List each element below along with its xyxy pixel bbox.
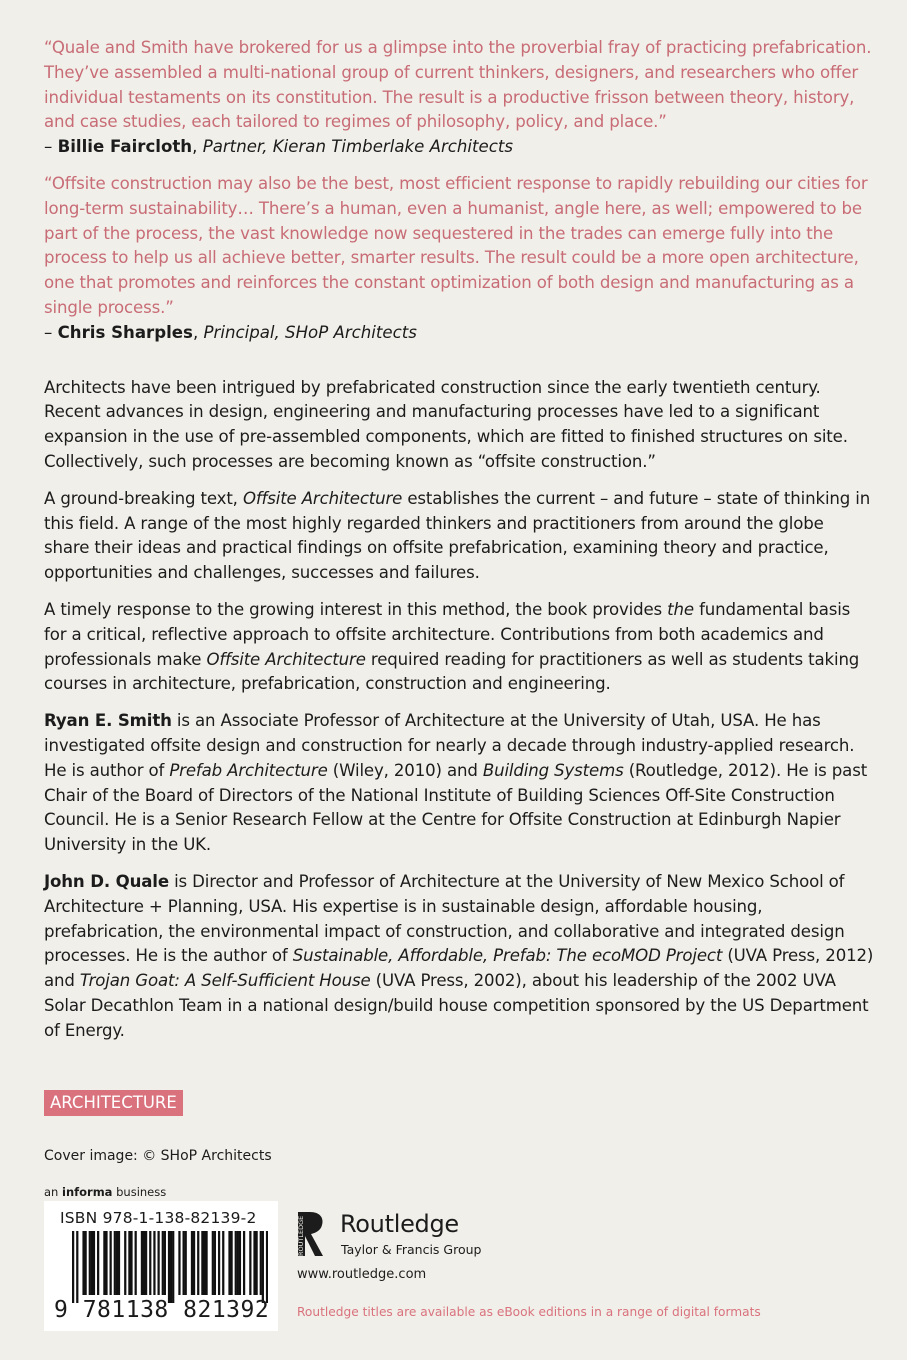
p4-book-1: Prefab Architecture <box>169 760 328 780</box>
barcode-bar <box>191 1231 193 1295</box>
barcode-bar <box>249 1231 251 1295</box>
barcode-bar <box>85 1231 87 1295</box>
barcode-bar <box>253 1231 255 1295</box>
author-bio-smith <box>44 709 874 858</box>
publisher-website-link[interactable]: www.routledge.com <box>297 1267 427 1282</box>
barcode-bar <box>162 1231 164 1295</box>
author-name-quale: John D. Quale <box>44 871 169 891</box>
p3-a: A timely response to the growing interest in this method, the book provides <box>44 599 668 619</box>
p3-e: required reading for practitioners as well as students taking courses in architecture, prefabrication, construction and engineering. <box>44 649 860 694</box>
barcode-bar <box>183 1231 185 1295</box>
barcode-bar <box>218 1231 220 1295</box>
p2-book-title: Offsite Architecture <box>242 488 403 508</box>
barcode-bar <box>237 1231 239 1295</box>
barcode-bar <box>93 1231 95 1295</box>
barcode-bar <box>114 1231 116 1295</box>
barcode-bar <box>222 1231 224 1295</box>
informa-brand: informa <box>62 1185 113 1199</box>
barcode-bar <box>170 1231 172 1303</box>
quote-1-dash: – <box>44 137 58 157</box>
barcode-block <box>44 1201 278 1331</box>
barcode-bar <box>135 1231 137 1295</box>
barcode-bar <box>105 1231 107 1295</box>
description-paragraph-1: Architects have been intrigued by prefabricated construction since the early twentieth century. Recent advances in design, engineering and manufacturing processes have led to a significant expansion in the use of pre-assembled components, which are fitted to finished structures on site. Collectively, such processes are becoming known as “offsite construction.” <box>44 377 848 471</box>
p5-a: is Director and Professor of Architecture at the University of New Mexico School of Architecture + Planning, USA. His expertise is in sustainable design, affordable housing, prefabrication, the environmental impact of construction, and collaborative and integrated design processes. He is the author of <box>44 871 845 966</box>
routledge-spine-text: ROUTLEDGE <box>297 1215 305 1256</box>
informa-prefix: an <box>44 1185 62 1199</box>
p5-c: (UVA Press, 2012) and <box>44 946 874 991</box>
barcode-bar <box>164 1231 166 1295</box>
publisher-group: Taylor & Francis Group <box>341 1242 482 1257</box>
barcode-bar <box>118 1231 120 1295</box>
isbn-number: ISBN 978-1-138-82139-2 <box>60 1209 257 1227</box>
barcode-bar <box>212 1231 214 1295</box>
p2-a: A ground-breaking text, <box>44 488 243 508</box>
barcode-bar <box>91 1231 93 1295</box>
barcode-bar <box>141 1231 143 1295</box>
barcode-bar <box>260 1231 262 1295</box>
p4-c: (Wiley, 2010) and <box>327 760 483 780</box>
barcode-bar <box>239 1231 241 1295</box>
barcode-bar <box>145 1231 147 1295</box>
category-tag: ARCHITECTURE <box>44 1090 183 1116</box>
author-name-smith: Ryan E. Smith <box>44 711 172 731</box>
barcode-bar <box>243 1231 245 1295</box>
quote-1-text: “Quale and Smith have brokered for us a glimpse into the proverbial fray of practicing prefabrication. They’ve assembled a multi-national group of current thinkers, designers, and researchers who offer individual testaments on its constitution. The result is a productive frisson between theory, history, and case studies, each tailored to regimes of philosophy, policy, and place.” <box>44 38 872 132</box>
ebook-note: Routledge titles are available as eBook editions in a range of digital formats <box>297 1305 761 1319</box>
barcode-bar <box>262 1231 264 1303</box>
barcode-bar <box>205 1231 207 1295</box>
barcode-bar <box>97 1231 99 1295</box>
p4-e: (Routledge, 2012). He is past Chair of the Board of Directors of the National Institute of Building Sciences Off-Site Construction Council. He is a Senior Research Fellow at the Centre for Offsite Construction at Edinburgh Napier University in the UK. <box>44 760 868 855</box>
barcode-bar <box>203 1231 205 1295</box>
barcode-bar <box>185 1231 187 1295</box>
barcode-bar <box>110 1231 112 1295</box>
barcode-bar <box>255 1231 257 1295</box>
barcode-bar <box>76 1231 78 1303</box>
barcode-bar <box>157 1231 159 1295</box>
barcode-bar <box>214 1231 216 1295</box>
barcode-bar <box>168 1231 170 1303</box>
barcode-bar <box>201 1231 203 1295</box>
description-paragraph-3 <box>44 598 874 697</box>
barcode-bar <box>103 1231 105 1295</box>
p5-book-2: Trojan Goat: A Self-Sufficient House <box>79 971 371 991</box>
barcode-bar <box>235 1231 237 1295</box>
barcode-bar <box>172 1231 174 1303</box>
cover-credit: Cover image: © SHoP Architects <box>44 1148 272 1164</box>
barcode-bar <box>116 1231 118 1295</box>
quote-1-role: Partner, Kieran Timberlake Architects <box>202 137 514 157</box>
barcode-digits: 9 781138 821392 <box>54 1297 270 1323</box>
barcode-bar <box>128 1231 130 1295</box>
routledge-logo-icon <box>296 1210 332 1260</box>
barcode-bar <box>149 1231 151 1295</box>
quote-2-role: Principal, SHoP Architects <box>203 322 417 342</box>
informa-business <box>44 1185 166 1199</box>
quote-1-sep: , <box>192 137 203 157</box>
quote-2-attribution <box>44 321 874 346</box>
description-paragraph-2 <box>44 487 874 586</box>
publisher-name: Routledge <box>340 1210 459 1238</box>
barcode-bar <box>82 1231 84 1295</box>
p3-c: fundamental basis for a critical, reflective approach to offsite architecture. Contributions from both academics and professionals make <box>44 599 851 669</box>
barcode-bar <box>230 1231 232 1295</box>
quote-2-dash: – <box>44 322 58 342</box>
informa-suffix: business <box>112 1185 167 1199</box>
quote-1-author: Billie Faircloth <box>57 137 193 157</box>
barcode-bar <box>72 1231 74 1303</box>
quote-2-sep: , <box>192 322 204 342</box>
barcode-bar <box>266 1231 268 1303</box>
barcode-bar <box>130 1231 132 1295</box>
p3-emphasis: the <box>667 599 694 619</box>
quote-2-author: Chris Sharples <box>57 322 193 342</box>
p5-e: (UVA Press, 2002), about his leadership of the 2002 UVA Solar Decathlon Team in a national design/build house competition sponsored by the US Department of Energy. <box>44 971 869 1040</box>
author-bio-quale <box>44 870 874 1044</box>
barcode-bar <box>228 1231 230 1295</box>
p2-c: establishes the current – and future – state of thinking in this field. A range of the most highly regarded thinkers and practitioners from around the globe share their ideas and practical findings on offsite prefabrication, examining theory and practice, opportunities and challenges, successes and failures. <box>44 488 871 583</box>
barcode-bar <box>143 1231 145 1295</box>
barcode-bar <box>197 1231 199 1295</box>
back-cover-text <box>44 36 874 1055</box>
barcode-bar <box>178 1231 180 1295</box>
barcode-bar <box>124 1231 126 1295</box>
p3-book-title: Offsite Architecture <box>206 649 366 669</box>
p5-book-1: Sustainable, Affordable, Prefab: The ecoMOD Project <box>292 946 723 966</box>
p4-a: is an Associate Professor of Architecture at the University of Utah, USA. He has investigated offsite design and construction for nearly a decade through industry-applied research. He is author of <box>44 711 855 780</box>
quote-2-text: “Offsite construction may also be the best, most efficient response to rapidly rebuilding our cities for long-term sustainability… There’s a human, even a humanist, angle here, as well; empowered to be part of the process, the vast knowledge now sequestered in the trades can emerge fully into the process to help us all achieve better, smarter results. The result could be a more open architecture, one that promotes and reinforces the constant optimization of both design and manufacturing as a single process.” <box>44 173 868 317</box>
barcode-bar <box>193 1231 195 1295</box>
barcode-bar <box>89 1231 91 1295</box>
barcode-bars <box>72 1231 268 1303</box>
barcode-bar <box>153 1231 155 1295</box>
quote-1-attribution <box>44 135 874 160</box>
p4-book-2: Building Systems <box>482 760 624 780</box>
